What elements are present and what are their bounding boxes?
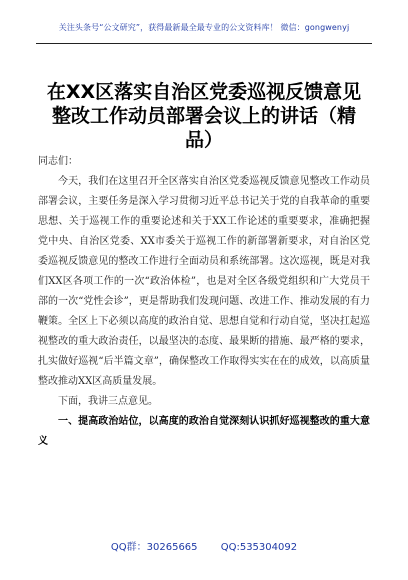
paragraph: 今天，我们在这里召开全区落实自治区党委巡视反馈意见整改工作动员部署会议，主要任务是深入学习贯彻习近平总书记关于党的自我革命的重要思想、关于巡视工作的重要论述和关于XX工作论述的重要要求，准确把握党中央、自治区党委、XX市委关于巡视工作的新部署新要求，对自治区党委巡视反馈意见的整改工作进行全面动员和系统部署。这次巡视，既是对我们XX区各项工作的一次“政治体检”，也是对全区各级党组织和广大党员干部的一次“党性会诊”，更是帮助我们发现问题、改进工作、推动发展的有力鞭策。全区上下必须以高度的政治自觉、思想自觉和行动自觉，坚决扛起巡视整改的重大政治责任，以最坚决的态度、最果断的措施、最严格的要求，扎实做好巡视“后半篇文章”，确保整改工作取得实实在在的成效，以高质量整改推动XX区高质量发展。 <box>38 176 370 387</box>
document-body <box>38 152 370 452</box>
section-heading: 一、提高政治站位，以高度的政治自觉深刻认识抓好巡视整改的重大意义 <box>38 416 370 447</box>
paragraph: 下面，我讲三点意见。 <box>58 396 158 407</box>
header-divider <box>36 43 372 44</box>
document-title: 在XX区落实自治区党委巡视反馈意见整改工作动员部署会议上的讲话（精品） <box>46 81 362 151</box>
qq-contact: QQ:535304092 <box>220 542 298 553</box>
qq-group: QQ群：30265665 <box>110 542 198 553</box>
salutation: 同志们： <box>38 156 78 167</box>
footer <box>0 538 408 553</box>
header-note: 关注头条号“公文研究”，获得最新最全最专业的公文资料库！ 微信：gongwenyj <box>58 23 350 32</box>
